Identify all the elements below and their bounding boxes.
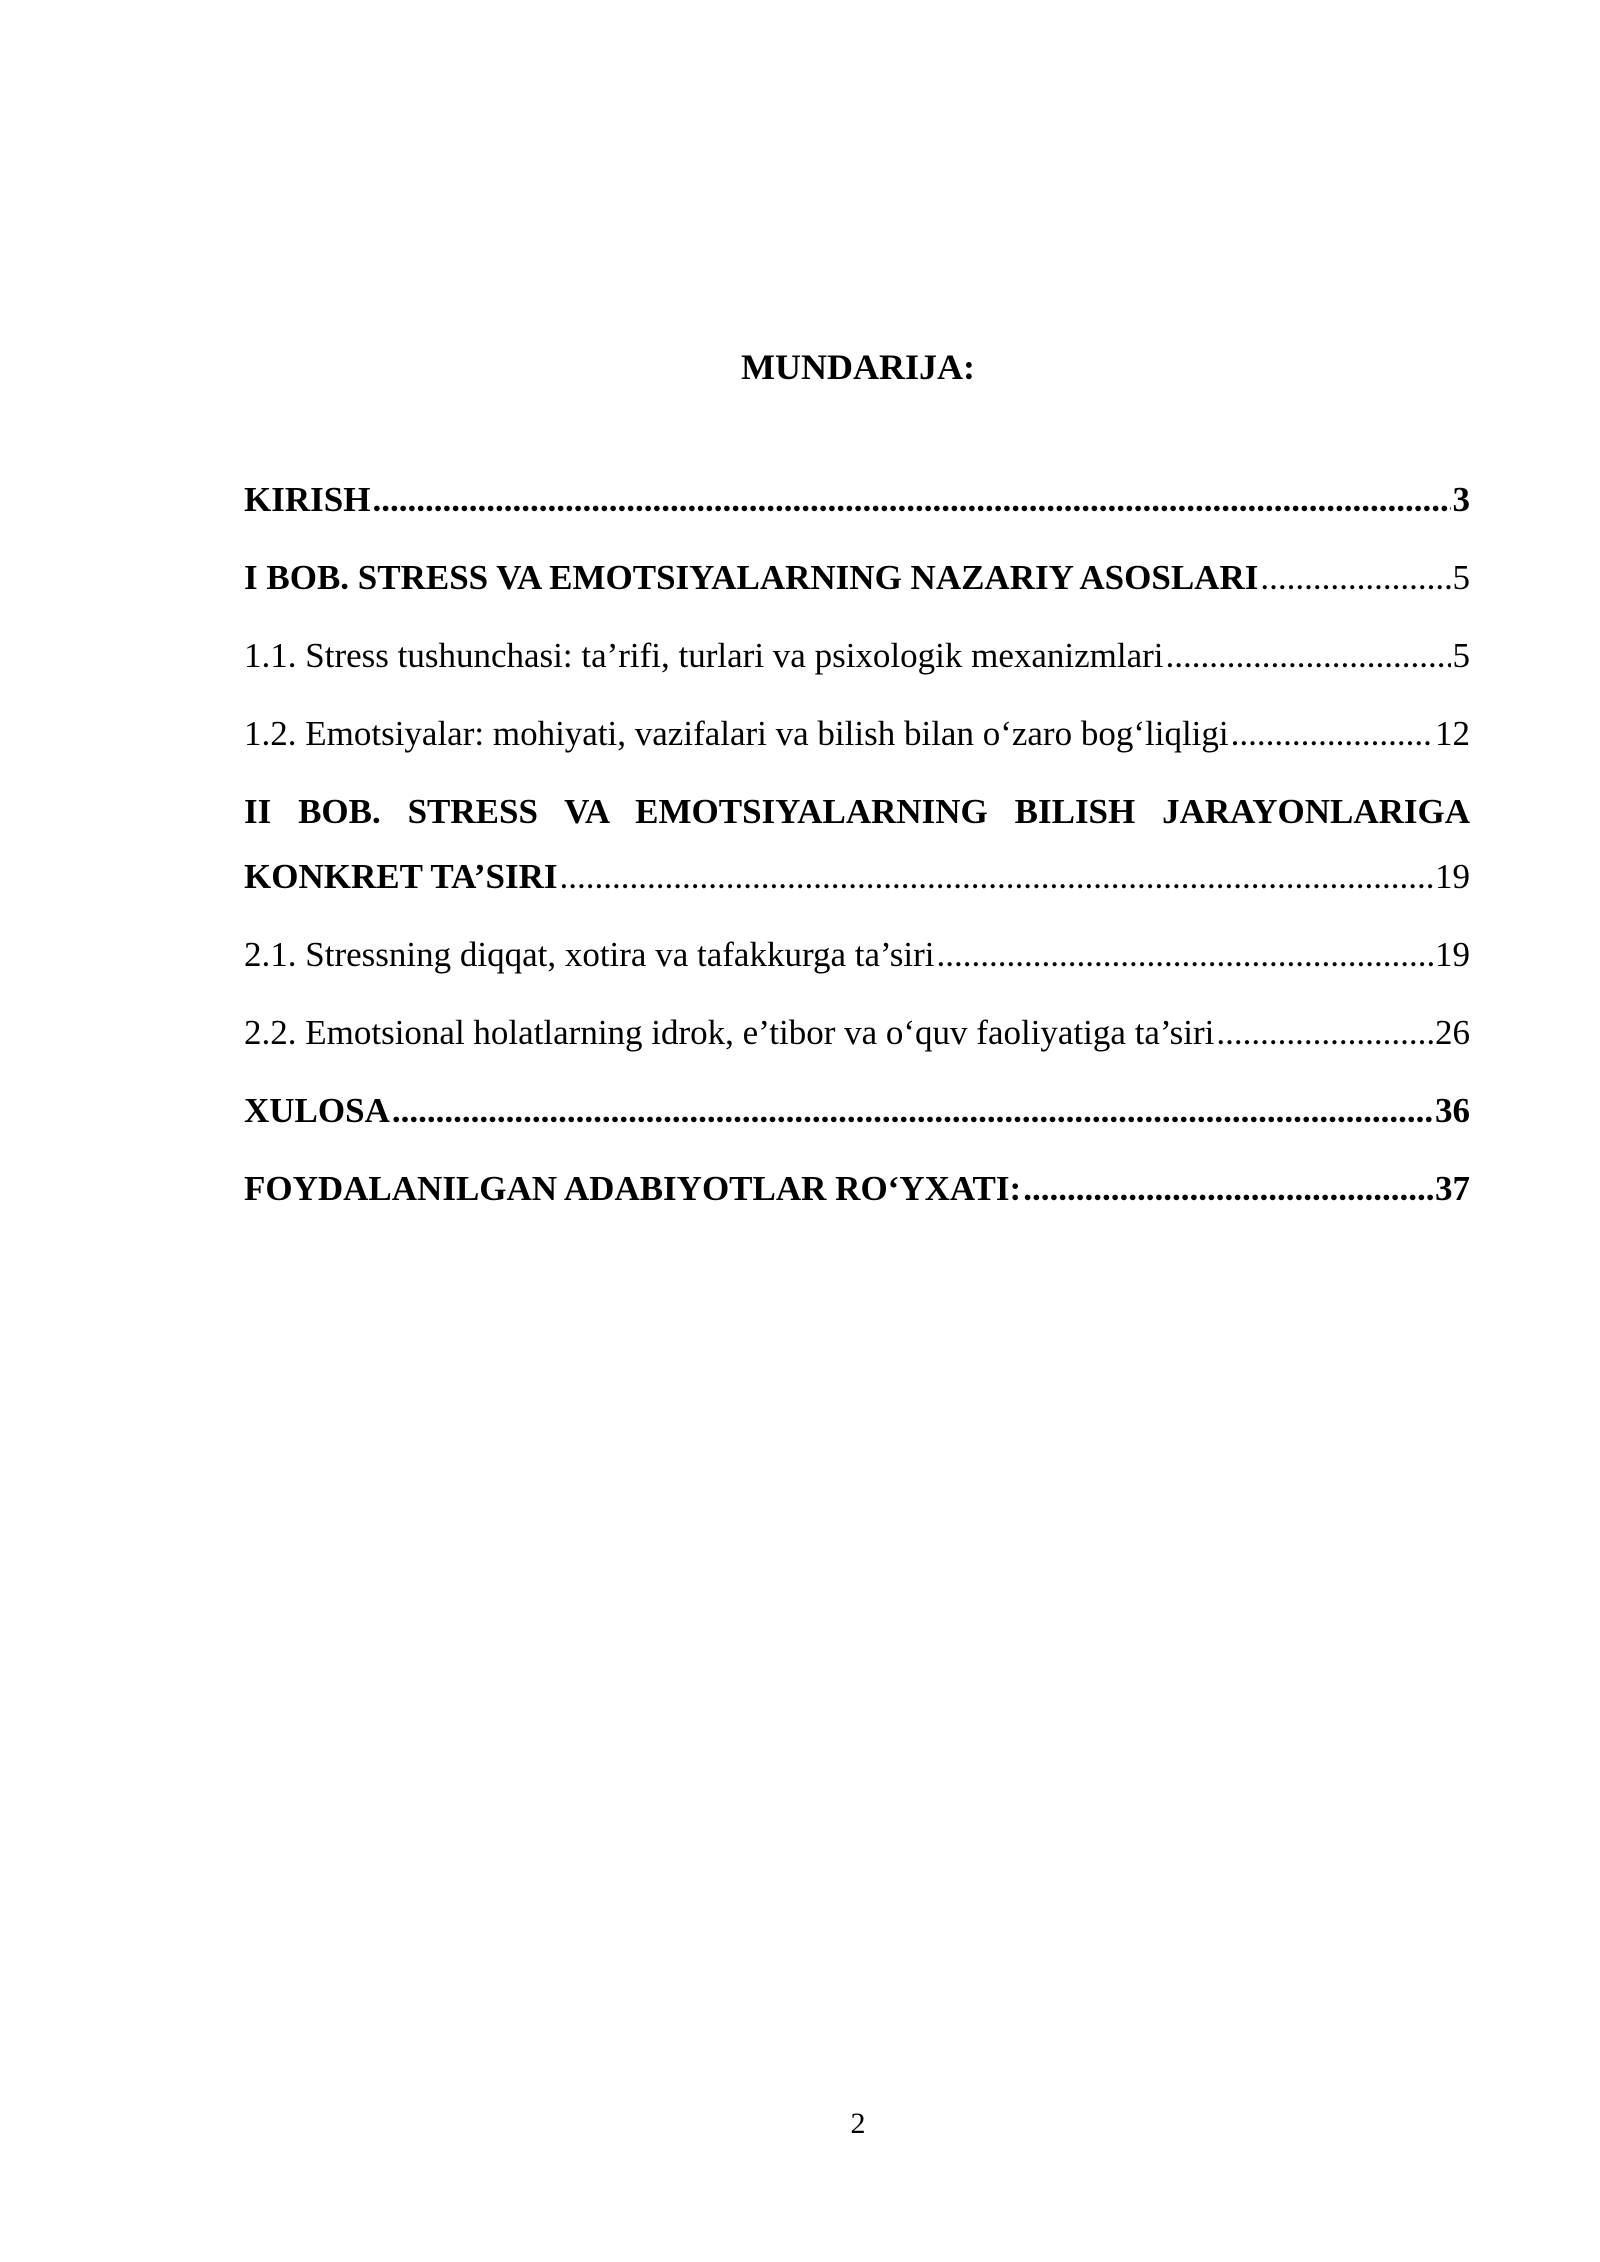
toc-dot-leader — [1166, 634, 1451, 678]
toc-dot-leader — [936, 933, 1433, 977]
toc-entry-page: 3 — [1452, 480, 1470, 519]
toc-entry-label: I BOB. STRESS VA EMOTSIYALARNING NAZARIY ASOSLARI — [244, 558, 1259, 597]
toc-dot-leader — [392, 1089, 1433, 1133]
toc-entry-xulosa[interactable] — [244, 1089, 1470, 1133]
toc-entry-section-2-1[interactable] — [244, 933, 1470, 977]
toc-entry-section-1-2[interactable] — [244, 712, 1470, 756]
page-number: 2 — [850, 2107, 866, 2140]
toc-entry-kirish[interactable] — [244, 478, 1470, 522]
toc-entry-page: 37 — [1435, 1169, 1470, 1208]
page-title: MUNDARIJA: — [741, 347, 975, 387]
toc-entry-label: 2.1. Stressning diqqat, xotira va tafakkurga ta’siri — [244, 935, 935, 974]
toc-entry-chapter-1[interactable] — [244, 556, 1470, 600]
toc-entry-page: 5 — [1452, 558, 1470, 597]
toc-entry-page: 36 — [1435, 1091, 1470, 1130]
toc-entry-page: 26 — [1435, 1013, 1470, 1052]
toc-entry-label: KONKRET TA’SIRI — [244, 857, 558, 896]
toc-entry-section-2-2[interactable] — [244, 1011, 1470, 1055]
table-of-contents — [244, 478, 1470, 1245]
toc-dot-leader — [1231, 712, 1433, 756]
toc-dot-leader — [1023, 1167, 1433, 1211]
toc-dot-leader — [559, 855, 1433, 899]
toc-entry-label: 2.2. Emotsional holatlarning idrok, e’tibor va o‘quv faoliyatiga ta’siri — [244, 1013, 1215, 1052]
toc-entry-page: 5 — [1452, 636, 1470, 675]
toc-entry-references[interactable] — [244, 1167, 1470, 1211]
toc-dot-leader — [1260, 556, 1450, 600]
toc-entry-label: KIRISH — [244, 480, 371, 519]
toc-entry-label: 1.2. Emotsiyalar: mohiyati, vazifalari va bilish bilan o‘zaro bog‘liqligi — [244, 714, 1229, 753]
toc-entry-page: 19 — [1435, 935, 1470, 974]
toc-entry-label: II BOB. STRESS VA EMOTSIYALARNING BILISH JARAYONLARIGA — [244, 792, 1470, 831]
toc-entry-chapter-2-line1[interactable] — [244, 790, 1470, 834]
toc-entry-page: 19 — [1435, 857, 1470, 896]
toc-entry-section-1-1[interactable] — [244, 634, 1470, 678]
toc-entry-label: 1.1. Stress tushunchasi: ta’rifi, turlari va psixologik mexanizmlari — [244, 636, 1164, 675]
toc-dot-leader — [372, 478, 1450, 522]
toc-entry-page: 12 — [1435, 714, 1470, 753]
toc-entry-label: FOYDALANILGAN ADABIYOTLAR RO‘YXATI: — [244, 1169, 1022, 1208]
toc-dot-leader — [1216, 1011, 1433, 1055]
toc-entry-label: XULOSA — [244, 1091, 390, 1130]
toc-entry-chapter-2-line2[interactable] — [244, 855, 1470, 899]
